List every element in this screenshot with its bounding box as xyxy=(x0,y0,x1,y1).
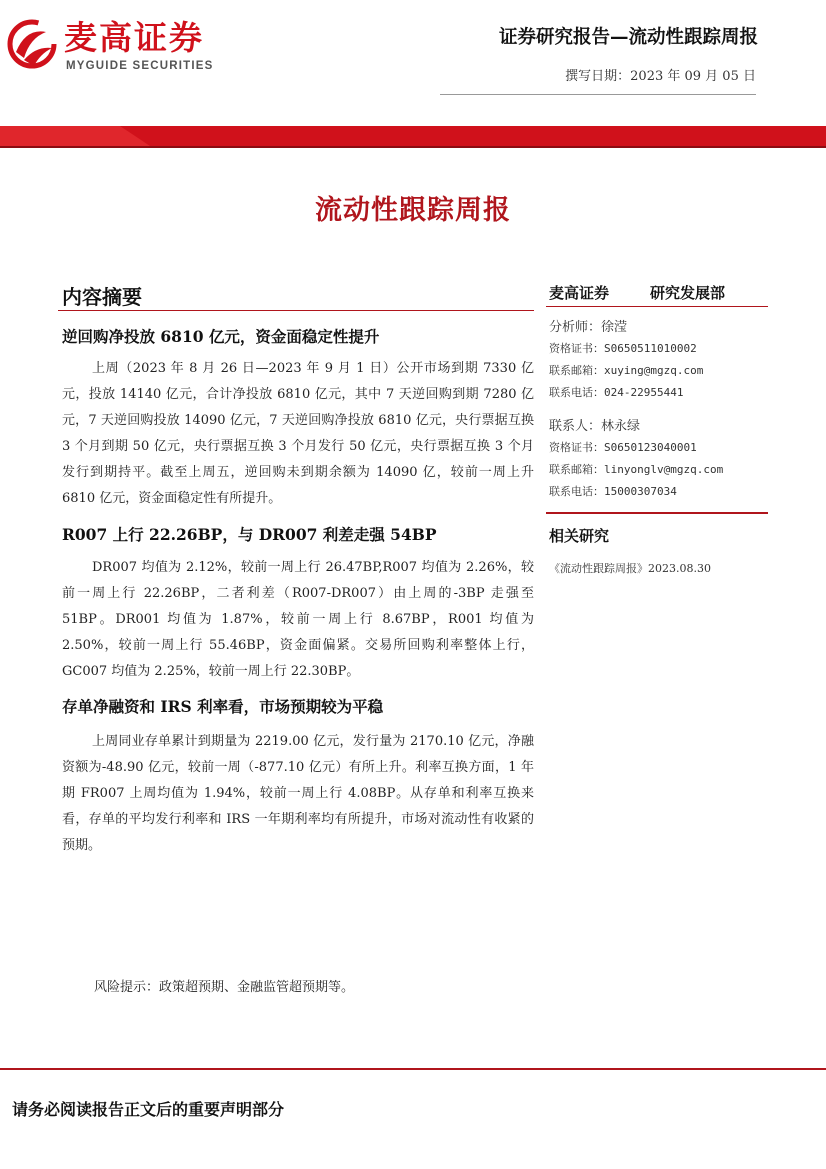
analyst-email: 联系邮箱：xuying@mgzq.com xyxy=(549,364,704,377)
analyst-name: 分析师：徐滢 xyxy=(549,320,628,335)
contact-cert: 资格证书：S0650123040001 xyxy=(549,441,697,454)
analyst-phone: 联系电话：024-22955441 xyxy=(549,386,684,399)
header-divider xyxy=(440,94,756,95)
contact-name: 联系人：林永绿 xyxy=(549,419,641,434)
related-divider xyxy=(546,512,768,514)
sidebar-dept: 研究发展部 xyxy=(650,284,726,302)
section-title-3: 存单净融资和 IRS 利率看，市场预期较为平稳 xyxy=(62,697,384,716)
section-body-2: DR007 均值为 2.12%，较前一周上行 26.47BP,R007 均值为 2.26%，较前一周上行 22.26BP，二者利差（R007-DR007）由上周的-3BP 走强至 51BP。DR001 均值为 1.87%，较前一周上行 8.67BP，R001 均值为 2.50%，较前一周上行 55.46BP，资金面偏紧。交易所回购利率整体上行，GC007 均值为 2.25%，较前一周上行 22.30BP。 xyxy=(62,560,534,679)
section-body-1: 上周（2023 年 8 月 26 日—2023 年 9 月 1 日）公开市场到期 7330 亿元，投放 14140 亿元，合计净投放 6810 亿元，其中 7 天逆回购到期 7280 亿元，7 天逆回购投放 14090 亿元，7 天逆回购净投放 6810 亿元，央行票据互换 3 个月到期 50 亿元，央行票据互换 3 个月发行 50 亿元，央行票据互换 3 个月发行到期持平。截至上周五，逆回购未到期余额为 14090 亿，较前一周上升 6810 亿元，资金面稳定性有所提升。 xyxy=(62,361,534,506)
summary-heading: 内容摘要 xyxy=(62,285,142,309)
logo-mark-icon xyxy=(6,18,58,70)
summary-divider xyxy=(58,310,534,311)
analyst-cert: 资格证书：S0650511010002 xyxy=(549,342,697,355)
document-title: 流动性跟踪周报 xyxy=(315,195,511,226)
section-title-1: 逆回购净投放 6810 亿元，资金面稳定性提升 xyxy=(62,327,380,346)
logo-subtext: MYGUIDE SECURITIES xyxy=(66,60,214,72)
section-title-2: R007 上行 22.26BP，与 DR007 利差走强 54BP xyxy=(62,525,437,544)
report-type: 证券研究报告—流动性跟踪周报 xyxy=(498,27,758,48)
contact-phone: 联系电话：15000307034 xyxy=(549,485,677,498)
footer-notice: 请务必阅读报告正文后的重要声明部分 xyxy=(12,1100,285,1119)
related-report-link[interactable]: 《流动性跟踪周报》2023.08.30 xyxy=(549,562,711,575)
section-body-3: 上周同业存单累计到期量为 2219.00 亿元，发行量为 2170.10 亿元，净融资额为-48.90 亿元，较前一周（-877.10 亿元）有所上升。利率互换方面，1 年期 FR007 上周均值为 1.94%，较前一周上行 4.08BP。从存单和利率互换来看，存单的平均发行利率和 IRS 一年期利率均有所提升，市场对流动性有收紧的预期。 xyxy=(62,734,534,853)
related-heading: 相关研究 xyxy=(549,527,610,545)
logo-text: 麦高证券 xyxy=(64,18,204,57)
header-band xyxy=(0,126,826,148)
sidebar-company: 麦高证券 xyxy=(549,284,610,302)
sidebar-divider xyxy=(546,306,768,307)
contact-email: 联系邮箱：linyonglv@mgzq.com xyxy=(549,463,724,476)
footer-divider xyxy=(0,1068,826,1070)
analyst-email-link[interactable]: xuying@mgzq.com xyxy=(604,364,704,377)
report-date: 撰写日期：2023 年 09 月 05 日 xyxy=(565,69,756,84)
contact-email-link[interactable]: linyonglv@mgzq.com xyxy=(604,463,724,476)
risk-warning: 风险提示：政策超预期、金融监管超预期等。 xyxy=(94,980,355,995)
